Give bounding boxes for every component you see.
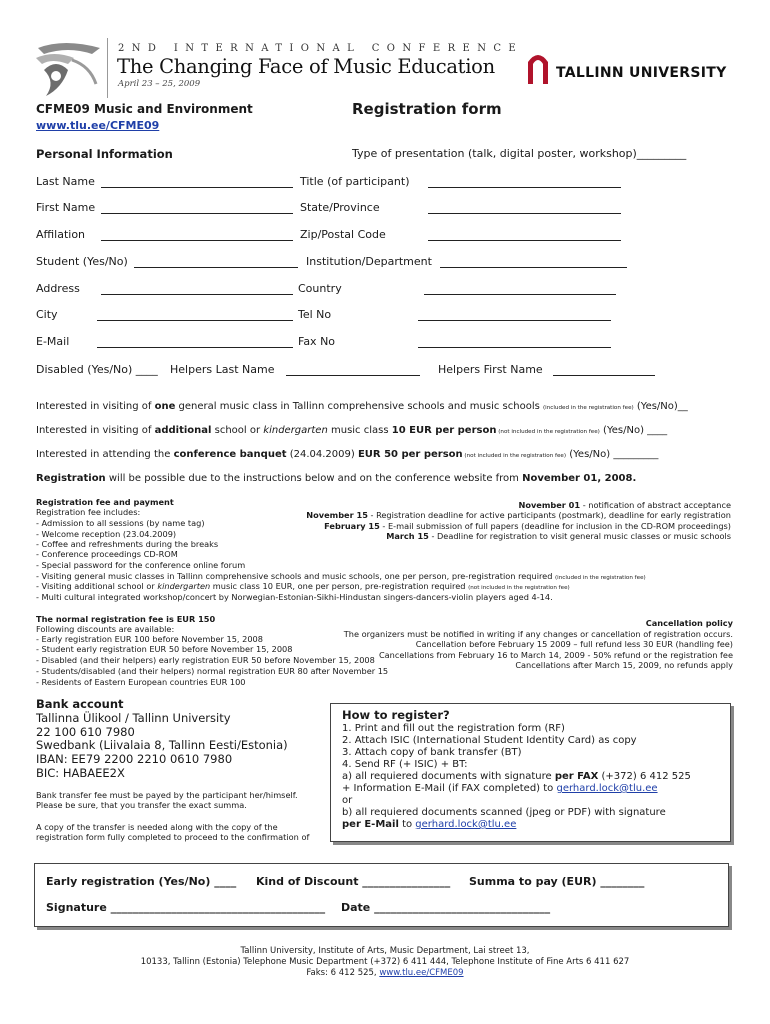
summary-box — [34, 863, 729, 927]
deadline-row — [518, 500, 731, 510]
interest-add-yesno: (Yes/No) ____ — [599, 425, 668, 436]
fee-item: - Admission to all sessions (by name tag) — [36, 518, 205, 528]
signature-field[interactable]: Signature _______________________________________ — [46, 901, 326, 914]
interest-banquet[interactable] — [36, 449, 658, 460]
fee-item: - Conference proceedings CD-ROM — [36, 549, 178, 559]
title-input[interactable] — [428, 187, 621, 188]
registration-notice-text: will be possible due to the instructions below and on the conference website from — [105, 473, 523, 484]
state-input[interactable] — [428, 213, 621, 214]
tel-label: Tel No — [298, 308, 332, 321]
fee-additional-note: (not included in the registration fee) — [468, 585, 570, 591]
fax-input[interactable] — [418, 347, 611, 348]
deadline-date: March 15 — [386, 531, 429, 541]
disabled-field[interactable]: Disabled (Yes/No) ____ — [36, 363, 158, 376]
email-link[interactable]: gerhard.lock@tlu.ee — [556, 783, 658, 794]
interest-one-yesno: (Yes/No)__ — [633, 401, 688, 412]
interest-add-text3: music class — [327, 425, 392, 436]
helpers-first-name-label: Helpers First Name — [438, 363, 543, 376]
interest-add-price: 10 EUR per person — [391, 425, 497, 436]
interest-add-text: Interested in visiting of — [36, 425, 155, 436]
interest-one-text2: general music class in Tallinn comprehensive schools and music schools — [175, 401, 543, 412]
deadline-text: - Registration deadline for active participants (postmark), deadline for early registration — [367, 510, 731, 520]
zip-input[interactable] — [428, 240, 621, 241]
deadline-row — [306, 510, 731, 520]
title-label: Title (of participant) — [300, 175, 410, 188]
conference-dates: April 23 – 25, 2009 — [118, 79, 201, 89]
affiliation-label: Affilation — [36, 228, 86, 241]
interest-banquet-bold: conference banquet — [173, 449, 287, 460]
email-label: E-Mail — [36, 335, 70, 348]
bank-line: 22 100 610 7980 — [36, 725, 135, 739]
interest-banquet-note: (not included in the registration fee) — [462, 453, 567, 459]
form-title: Registration form — [352, 100, 502, 118]
city-label: City — [36, 308, 58, 321]
discount-item: - Early registration EUR 100 before November 15, 2008 — [36, 634, 263, 644]
date-field[interactable]: Date ________________________________ — [341, 901, 551, 914]
interest-add-note: (not included in the registration fee) — [496, 429, 600, 435]
bank-note: A copy of the transfer is needed along with the copy of the — [36, 822, 278, 832]
affiliation-input[interactable] — [101, 240, 293, 241]
interest-one-class[interactable] — [36, 401, 688, 412]
cancellation-line: Cancellations from February 16 to March 14, 2009 - 50% refund or the registration fee — [378, 650, 733, 660]
interest-additional-class[interactable] — [36, 425, 667, 436]
footer-link[interactable]: www.tlu.ee/CFME09 — [379, 968, 464, 978]
interest-add-text2: school or — [211, 425, 264, 436]
summa-field[interactable]: Summa to pay (EUR) ________ — [469, 875, 645, 888]
deadline-row — [324, 521, 731, 531]
address-label: Address — [36, 282, 80, 295]
fee-visiting-text: - Visiting general music classes in Tallinn comprehensive schools and music schools, one per person, pre-registration required — [36, 571, 555, 581]
how-option-a-text: a) all requiered documents with signature — [342, 771, 555, 782]
deadline-row — [386, 531, 731, 541]
how-option-a-fax: (+372) 6 412 525 — [598, 771, 691, 782]
student-input[interactable] — [134, 267, 298, 268]
how-step: 2. Attach ISIC (International Student Identity Card) as copy — [342, 735, 637, 746]
how-option-b-bold: per E-Mail — [342, 819, 399, 830]
interest-banquet-date: (24.04.2009) — [286, 449, 358, 460]
how-or: or — [342, 795, 353, 806]
header-divider — [107, 38, 108, 98]
footer-line: Tallinn University, Institute of Arts, Music Department, Lai street 13, — [240, 946, 530, 956]
institution-input[interactable] — [440, 267, 627, 268]
university-crest-icon — [526, 52, 550, 84]
bank-line: BIC: HABAEE2X — [36, 766, 125, 780]
first-name-input[interactable] — [101, 213, 293, 214]
helpers-last-name-label: Helpers Last Name — [170, 363, 275, 376]
zip-label: Zip/Postal Code — [300, 228, 386, 241]
helpers-first-name-input[interactable] — [553, 375, 655, 376]
registration-notice-date: November 01, 2008. — [522, 473, 637, 484]
conference-title: The Changing Face of Music Education — [117, 55, 495, 78]
conference-logo-icon — [34, 40, 106, 98]
how-info-email — [342, 783, 658, 794]
cfme-title: CFME09 Music and Environment — [36, 102, 253, 116]
interest-one-note: (included in the registration fee) — [543, 405, 634, 411]
personal-info-heading: Personal Information — [36, 147, 173, 161]
fee-item: - Special password for the conference online forum — [36, 560, 246, 570]
bank-note: Please be sure, that you transfer the exact summa. — [36, 800, 247, 810]
fee-visiting-note: (included in the registration fee) — [555, 575, 646, 581]
deadline-text: - E-mail submission of full papers (deadline for inclusion in the CD-ROM proceedings) — [379, 521, 731, 531]
tel-input[interactable] — [418, 320, 611, 321]
city-input[interactable] — [97, 320, 293, 321]
country-input[interactable] — [424, 294, 616, 295]
discount-field[interactable]: Kind of Discount ________________ — [256, 875, 451, 888]
how-info-email-text: + Information E-Mail (if FAX completed) to — [342, 783, 557, 794]
interest-banquet-text: Interested in attending the — [36, 449, 174, 460]
how-option-a — [342, 771, 691, 782]
how-option-b-to: to — [398, 819, 416, 830]
fee-visiting — [36, 571, 646, 581]
discount-item: - Students/disabled (and their helpers) normal registration EUR 80 after November 15 — [36, 666, 389, 676]
how-heading: How to register? — [342, 708, 450, 722]
presentation-type-field[interactable]: Type of presentation (talk, digital poster, workshop)_________ — [352, 147, 687, 160]
email-link[interactable]: gerhard.lock@tlu.ee — [415, 819, 517, 830]
helpers-last-name-input[interactable] — [286, 375, 420, 376]
conference-line: 2ND INTERNATIONAL CONFERENCE — [118, 43, 524, 54]
student-label: Student (Yes/No) — [36, 255, 128, 268]
fee-includes: Registration fee includes: — [36, 507, 141, 517]
cancellation-line: Cancellation before February 15 2009 – full refund less 30 EUR (handling fee) — [415, 639, 733, 649]
interest-add-bold: additional — [154, 425, 212, 436]
last-name-input[interactable] — [101, 187, 293, 188]
cancellation-heading: Cancellation policy — [645, 618, 733, 628]
deadline-text: - notification of abstract acceptance — [580, 500, 731, 510]
cfme-link[interactable]: www.tlu.ee/CFME09 — [36, 119, 160, 132]
deadline-date: November 01 — [518, 500, 581, 510]
discount-item: - Residents of Eastern European countries EUR 100 — [36, 677, 246, 687]
bank-line: Swedbank (Liivalaia 8, Tallinn Eesti/Estonia) — [36, 738, 288, 752]
how-option-b-email — [342, 819, 516, 830]
fee-additional — [36, 581, 570, 591]
fee-additional-text: - Visiting additional school or — [36, 581, 158, 591]
how-option-b: b) all requiered documents scanned (jpeg or PDF) with signature — [342, 807, 666, 818]
deadline-text: - Deadline for registration to visit general music classes or music schools — [428, 531, 731, 541]
fee-heading: Registration fee and payment — [36, 497, 174, 507]
footer-line — [0, 968, 770, 979]
fax-label: Fax No — [298, 335, 336, 348]
bank-line: Tallinna Ülikool / Tallinn University — [36, 711, 231, 725]
discount-item: - Student early registration EUR 50 before November 15, 2008 — [36, 644, 293, 654]
university-logo — [526, 52, 550, 84]
how-step: 4. Send RF (+ ISIC) + BT: — [342, 759, 468, 770]
registration-notice — [36, 473, 636, 484]
discounts-label: Following discounts are available: — [36, 624, 175, 634]
address-input[interactable] — [101, 294, 293, 295]
interest-banquet-yesno: (Yes/No) _________ — [566, 449, 659, 460]
how-step: 3. Attach copy of bank transfer (BT) — [342, 747, 522, 758]
university-name: TALLINN UNIVERSITY — [556, 65, 727, 81]
cancellation-line: The organizers must be notified in writing if any changes or cancellation of registration occurs. — [343, 629, 733, 639]
fee-item: - Coffee and refreshments during the breaks — [36, 539, 219, 549]
bank-note: registration form fully completed to proceed to the confirmation of — [36, 832, 310, 842]
early-registration-field[interactable]: Early registration (Yes/No) ____ — [46, 875, 237, 888]
registration-notice-bold: Registration — [36, 473, 106, 484]
conference-logo — [34, 40, 106, 98]
state-label: State/Province — [300, 201, 380, 214]
interest-add-italic: kindergarten — [263, 425, 328, 436]
fee-workshop: - Multi cultural integrated workshop/concert by Norwegian-Estonian-Sikhi-Hindustan singers-dancers-violin players aged 4-14. — [36, 592, 553, 602]
email-input[interactable] — [97, 347, 293, 348]
interest-one-text: Interested in visiting of — [36, 401, 155, 412]
last-name-label: Last Name — [36, 175, 95, 188]
fee-additional-text2: music class 10 EUR, one per person, pre-registration required — [210, 581, 469, 591]
interest-one-bold: one — [154, 401, 176, 412]
institution-label: Institution/Department — [306, 255, 432, 268]
first-name-label: First Name — [36, 201, 96, 214]
deadline-date: February 15 — [324, 521, 380, 531]
bank-line: IBAN: EE79 2200 2210 0610 7980 — [36, 752, 233, 766]
footer — [0, 946, 770, 979]
deadline-date: November 15 — [306, 510, 368, 520]
how-option-a-bold: per FAX — [554, 771, 599, 782]
bank-heading: Bank account — [36, 697, 124, 711]
fee-item: - Welcome reception (23.04.2009) — [36, 529, 177, 539]
footer-fax: Faks: 6 412 525, — [306, 968, 380, 978]
country-label: Country — [298, 282, 342, 295]
interest-banquet-price: EUR 50 per person — [357, 449, 463, 460]
discount-item: - Disabled (and their helpers) early registration EUR 50 before November 15, 2008 — [36, 655, 375, 665]
normal-fee-heading: The normal registration fee is EUR 150 — [36, 614, 216, 624]
fee-additional-italic: kindergarten — [157, 581, 211, 591]
cancellation-line: Cancellations after March 15, 2009, no refunds apply — [515, 660, 733, 670]
bank-note: Bank transfer fee must be payed by the participant her/himself. — [36, 790, 298, 800]
how-step: 1. Print and fill out the registration form (RF) — [342, 723, 565, 734]
footer-line: 10133, Tallinn (Estonia) Telephone Music Department (+372) 6 411 444, Telephone Institute of Fine Arts 6 411 627 — [140, 957, 630, 967]
